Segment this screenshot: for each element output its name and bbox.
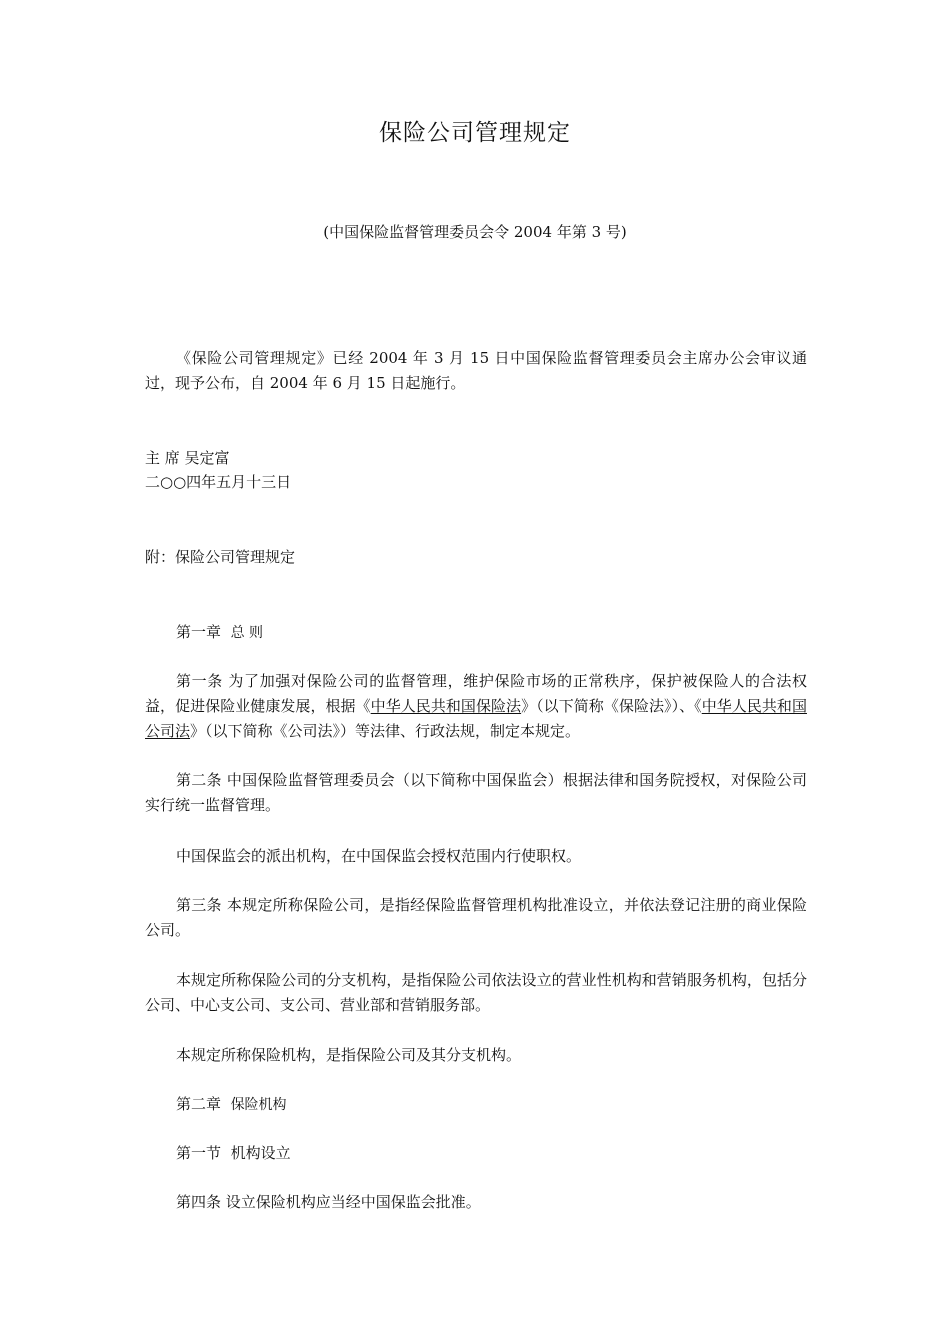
attachment-label: 附：保险公司管理规定 (145, 548, 296, 566)
article-1-text-a: 第一条 为了加强对保险公司的监督管理，维护保险市场的正常秩序，保护被保险人的合法权益，促进保险业健康发展，根据《 (145, 672, 807, 715)
article-2-paragraph-2: 中国保监会的派出机构，在中国保监会授权范围内行使职权。 (176, 847, 582, 865)
article-2: 第二条 中国保险监督管理委员会（以下简称中国保监会）根据法律和国务院授权，对保险公司实行统一监督管理。 (145, 771, 807, 814)
signing-date: 二○○四年五月十三日 (145, 473, 292, 491)
chapter-1-heading (145, 620, 807, 646)
chairman-signature: 主 席 吴定富 (145, 449, 230, 467)
document-subtitle: (中国保险监督管理委员会令 2004 年第 3 号) (323, 223, 627, 241)
article-1-text-b: 》（以下简称《保险法》）、《 (521, 697, 702, 715)
chapter-2-heading (145, 1092, 807, 1118)
document-title: 保险公司管理规定 (379, 120, 571, 146)
article-4: 第四条 设立保险机构应当经中国保监会批准。 (176, 1193, 481, 1211)
chapter-2-title: 保险机构 (230, 1097, 287, 1113)
promulgation-paragraph: 《保险公司管理规定》已经 2004 年 3 月 15 日中国保险监督管理委员会主席办公会审议通过，现予公布，自 2004 年 6 月 15 日起施行。 (145, 349, 807, 392)
chapter-2-label: 第二章 (176, 1095, 222, 1113)
article-1-text-c: 》（以下简称《公司法》）等法律、行政法规，制定本规定。 (190, 722, 581, 740)
article-3-paragraph-3: 本规定所称保险机构，是指保险公司及其分支机构。 (176, 1046, 522, 1064)
chapter-1-label: 第一章 (176, 623, 222, 641)
company-law-link[interactable]: 中华人民共和国公司法 (145, 697, 807, 740)
section-1-label: 第一节 (176, 1144, 222, 1162)
section-1-title: 机构设立 (230, 1144, 291, 1162)
article-3: 第三条 本规定所称保险公司，是指经保险监督管理机构批准设立，并依法登记注册的商业保险公司。 (145, 896, 807, 939)
article-1 (145, 669, 807, 744)
article-3-paragraph-2: 本规定所称保险公司的分支机构，是指保险公司依法设立的营业性机构和营销服务机构，包括分公司、中心支公司、支公司、营业部和营销服务部。 (145, 971, 807, 1014)
chapter-1-title: 总 则 (230, 625, 264, 641)
section-1-heading (145, 1141, 807, 1166)
insurance-law-link[interactable]: 中华人民共和国保险法 (370, 697, 522, 715)
